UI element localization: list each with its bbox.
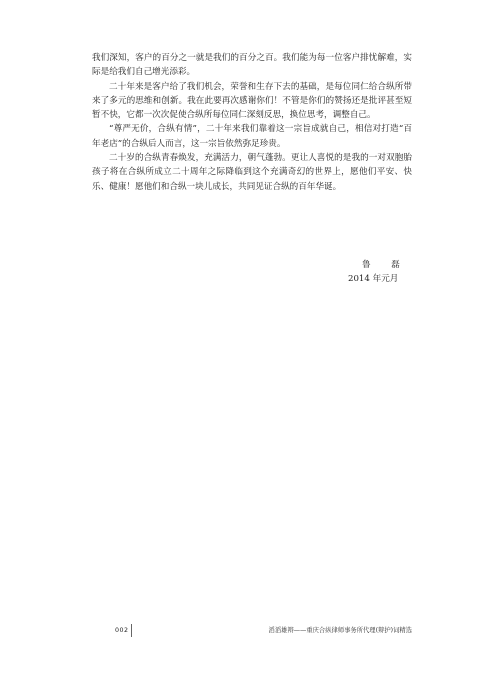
author-name: 鲁 磊 xyxy=(362,260,406,270)
signature-block xyxy=(340,258,430,286)
signature-date: 2014 年元月 xyxy=(348,274,399,284)
paragraph: 二十年来是客户给了我们机会，荣誉和生存下去的基础，是每位同仁给合纵所带来了多元的思维和创新。我在此要再次感谢你们！不管是你们的赞扬还是批评甚至短暂不快，它都一次次促使合纵所每位同仁深刻反思，换位思考，调整自己。 xyxy=(92,81,412,121)
paragraph: “尊严无价，合纵有情”，二十年来我们靠着这一宗旨成就自己，相信对打造“百年老店”的合纵后人而言，这一宗旨依然弥足珍贵。 xyxy=(92,124,412,149)
article-body xyxy=(92,51,412,194)
page-footer xyxy=(107,626,412,636)
footer-divider xyxy=(131,624,132,637)
paragraph: 二十岁的合纵青春焕发，充满活力，朝气蓬勃。更让人喜悦的是我的一对双胞胎孩子将在合纵所成立二十周年之际降临到这个充满奇幻的世界上，愿他们平安、快乐、健康！愿他们和合纵一块儿成长，共同见证合纵的百年华诞。 xyxy=(92,153,412,192)
running-title: 滔滔雄辩——重庆合纵律师事务所代理(辩护)词精选 xyxy=(268,627,412,634)
paragraph: 我们深知，客户的百分之一就是我们的百分之百。我们能为每一位客户排忧解难，实际是给我们自己增光添彩。 xyxy=(92,53,412,78)
page-number: 002 xyxy=(115,627,129,634)
